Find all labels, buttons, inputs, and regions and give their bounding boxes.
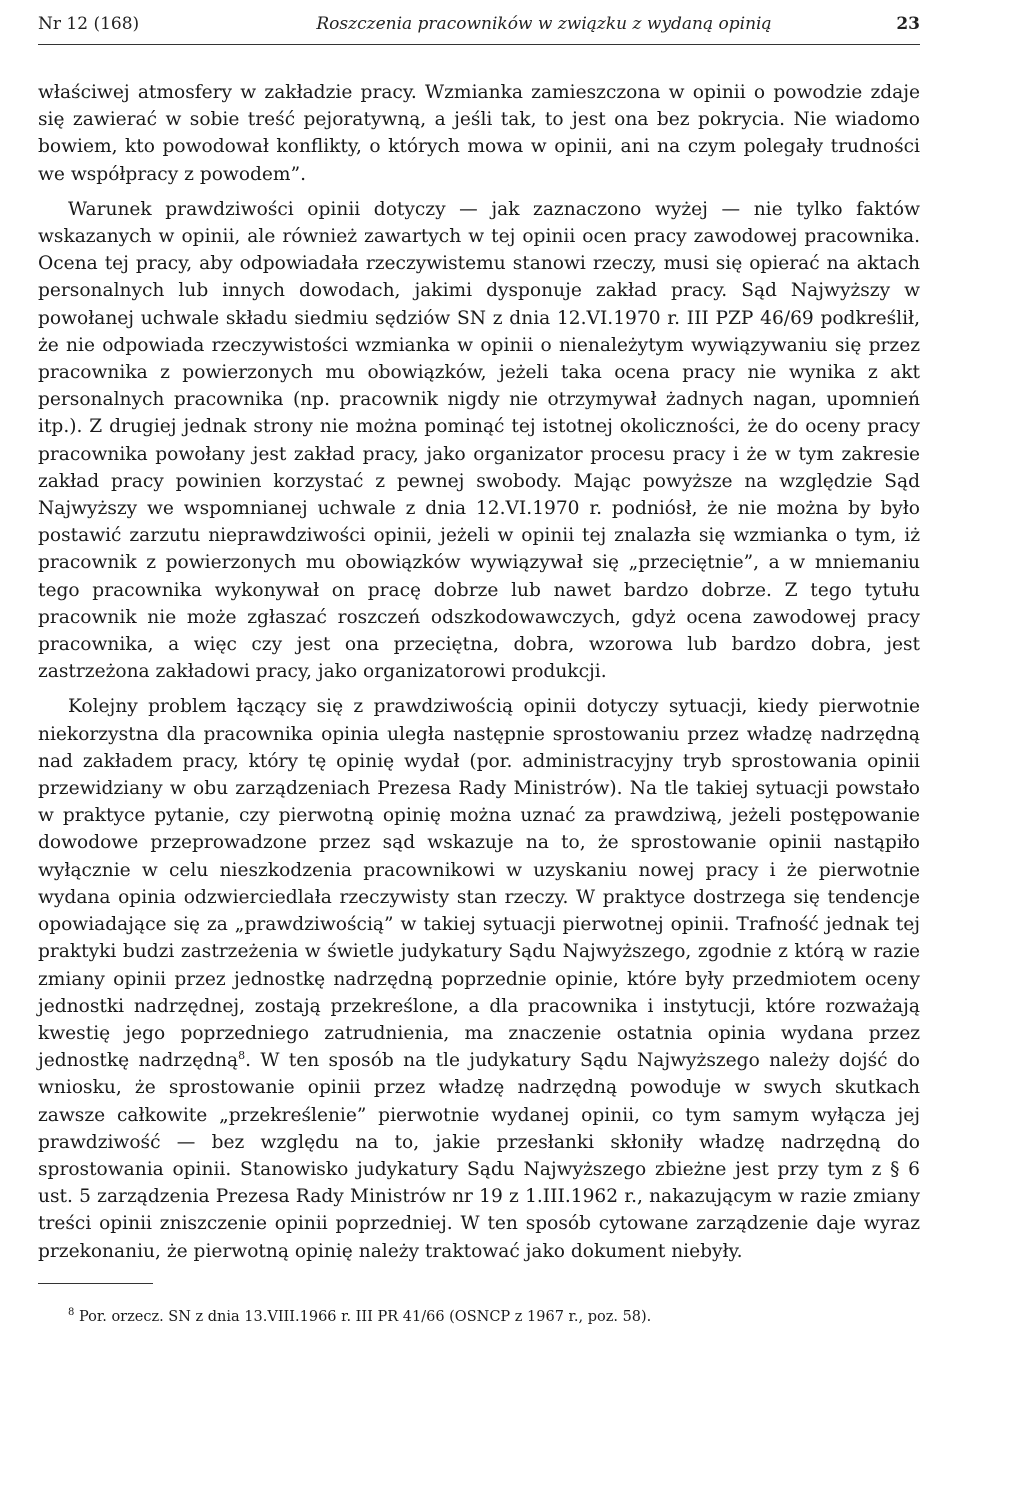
footnote (38, 1304, 920, 1326)
footnote-reference: 8 (238, 1048, 246, 1062)
running-title: Roszczenia pracowników w związku z wydaną opinią (316, 14, 772, 34)
page-number: 23 (896, 14, 920, 34)
footnote-marker: 8 (68, 1306, 75, 1318)
running-header (38, 14, 920, 42)
body-text (38, 79, 920, 1265)
footnote-rule (38, 1283, 153, 1284)
header-rule (38, 44, 920, 45)
paragraph-text-continued: . W ten sposób na tle judykatury Sądu Najwyższego należy dojść do wniosku, że sprostowanie opinii przez władzę nadrzędną powoduje w swych skutkach zawsze całkowite „przekreślenie” pierwotnie wydanej opinii, co tym samym wyłącza jej prawdziwość — bez względu na to, jakie przesłanki skłoniły władzę nadrzędną do sprostowania opinii. Stanowisko judykatury Sądu Najwyższego zbieżne jest przy tym z § 6 ust. 5 zarządzenia Prezesa Rady Ministrów nr 19 z 1.III.1962 r., nakazującym w razie zmiany treści opinii zniszczenie opinii poprzedniej. W ten sposób cytowane zarządzenie daje wyraz przekonaniu, że pierwotną opinię należy traktować jako dokument niebyły. (38, 1050, 920, 1262)
paragraph-2 (38, 196, 920, 686)
issue-number: Nr 12 (168) (38, 14, 140, 34)
document-page (38, 14, 920, 1326)
paragraph-text: Warunek prawdziwości opinii dotyczy — jak zaznaczono wyżej — nie tylko faktów wskazanych w opinii, ale również zawartych w tej opinii ocen pracy zawodowej pracownika. Ocena tej pracy, aby odpowiadała rzeczywistemu stanowi rzeczy, musi się opierać na aktach personalnych lub innych dowodach, jakimi dysponuje zakład pracy. Sąd Najwyższy w powołanej uchwale składu siedmiu sędziów SN z dnia 12.VI.1970 r. III PZP 46/69 podkreślił, że nie odpowiada rzeczywistości wzmianka w opinii o nienależytym wywiązywaniu się przez pracownika z powierzonych mu obowiązków, jeżeli taka ocena pracy nie wynika z akt personalnych pracownika (np. pracownik nigdy nie otrzymywał żadnych nagan, upomnień itp.). Z drugiej jednak strony nie można pominąć tej istotnej okoliczności, że do oceny pracy pracownika powołany jest zakład pracy, jako organizator procesu pracy i że w tym zakresie zakład pracy powinien korzystać z pewnej swobody. Mając powyższe na względzie Sąd Najwyższy we wspomnianej uchwale z dnia 12.VI.1970 r. podniósł, że nie można by było postawić zarzutu nieprawdziwości opinii, jeżeli w opinii tej znalazła się wzmianka o tym, iż pracownik z powierzonych mu obowiązków wywiązywał się „przeciętnie”, a w mniemaniu tego pracownika wykonywał on pracę dobrze lub nawet bardzo dobrze. Z tego tytułu pracownik nie może zgłaszać roszczeń odszkodowawczych, gdyż ocena zawodowej pracy pracownika, a więc czy jest ona przeciętna, dobra, wzorowa lub bardzo dobra, jest zastrzeżona zakładowi pracy, jako organizatorowi produkcji. (38, 198, 920, 683)
paragraph-3 (38, 693, 920, 1264)
paragraph-text: właściwej atmosfery w zakładzie pracy. Wzmianka zamieszczona w opinii o powodzie zdaje się zawierać w sobie treść pejoratywną, a jeśli tak, to jest ona bez pokrycia. Nie wiadomo bowiem, kto powodował konflikty, o których mowa w opinii, ani na czym polegały trudności we współpracy z powodem”. (38, 82, 920, 185)
paragraph-1 (38, 79, 920, 188)
footnote-text: Por. orzecz. SN z dnia 13.VIII.1966 r. III PR 41/66 (OSNCP z 1967 r., poz. 58). (78, 1308, 652, 1325)
paragraph-text: Kolejny problem łączący się z prawdziwością opinii dotyczy sytuacji, kiedy pierwotnie niekorzystna dla pracownika opinia uległa następnie sprostowaniu przez władzę nadrzędną nad zakładem pracy, który tę opinię wydał (por. administracyjny tryb sprostowania opinii przewidziany w obu zarządzeniach Prezesa Rady Ministrów). Na tle takiej sytuacji powstało w praktyce pytanie, czy pierwotną opinię można uznać za prawdziwą, jeżeli postępowanie dowodowe przeprowadzone przez sąd wskazuje na to, że sprostowanie opinii nastąpiło wyłącznie w celu nieszkodzenia pracownikowi w uzyskaniu nowej pracy i że pierwotnie wydana opinia odzwierciedlała rzeczywisty stan rzeczy. W praktyce dostrzega się tendencje opowiadające się za „prawdziwością” w takiej sytuacji pierwotnej opinii. Trafność jednak tej praktyki budzi zastrzeżenia w świetle judykatury Sądu Najwyższego, zgodnie z którą w razie zmiany opinii przez jednostkę nadrzędną poprzednie opinie, które były przedmiotem oceny jednostki nadrzędnej, zostają przekreślone, a dla pracownika i instytucji, które rozważają kwestię jego poprzedniego zatrudnienia, ma znaczenie ostatnia opinia wydana przez jednostkę nadrzędną (38, 696, 920, 1072)
